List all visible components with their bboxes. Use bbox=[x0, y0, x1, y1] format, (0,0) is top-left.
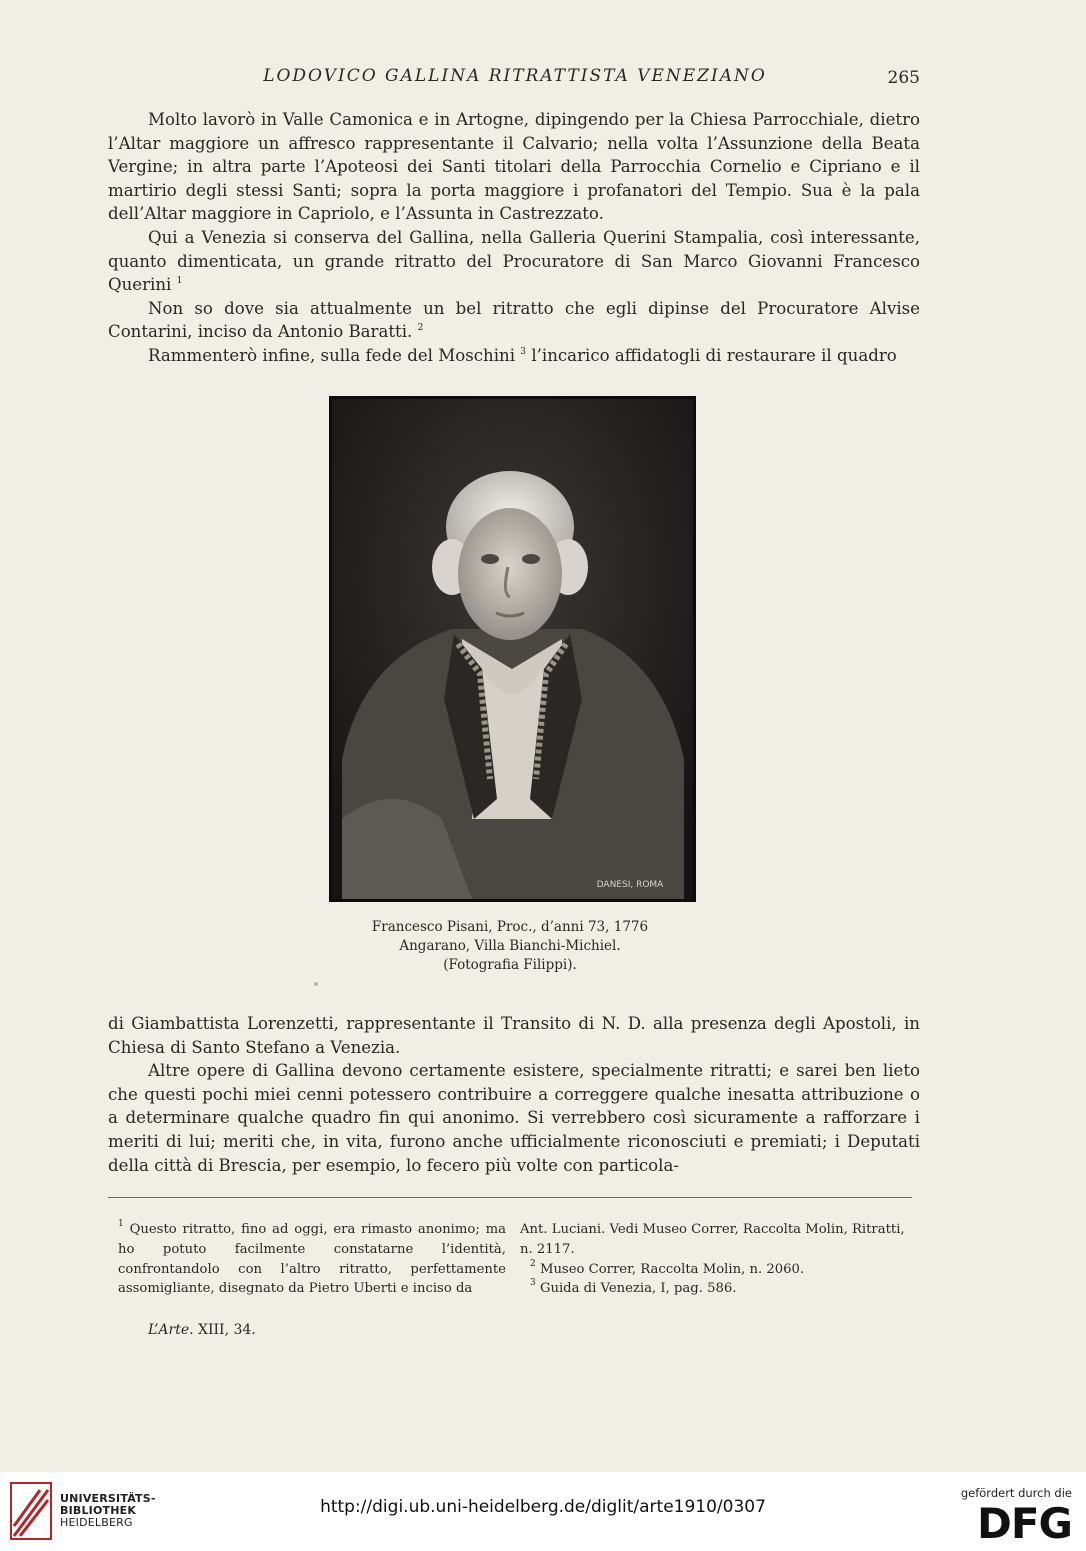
page-number: 265 bbox=[887, 68, 920, 88]
running-title: LODOVICO GALLINA RITRATTISTA VENEZIANO bbox=[263, 66, 767, 86]
portrait-image bbox=[332, 399, 693, 899]
footnote-ref[interactable]: 1 bbox=[176, 276, 183, 287]
figure-caption bbox=[300, 918, 720, 975]
body-text-top bbox=[108, 108, 920, 368]
footnote-ref[interactable]: 3 bbox=[520, 346, 527, 357]
running-head bbox=[110, 66, 920, 92]
footnote-continuation: Ant. Luciani. Vedi Museo Correr, Raccolta Molin, Ritratti, n. 2117. bbox=[520, 1222, 905, 1257]
footnote-column-left bbox=[118, 1220, 506, 1299]
caption-line: Angarano, Villa Bianchi-Michiel. bbox=[399, 938, 621, 954]
signature-mark bbox=[148, 1322, 256, 1338]
caption-line: (Fotografia Filippi). bbox=[443, 957, 577, 973]
paragraph: Altre opere di Gallina devono certamente esistere, specialmente ritratti; e sarei ben lieto che questi pochi miei cenni potessero contribuire a correggere qualche inesatta attribuzione o a determinare qualche quadro fin qui anonimo. Si verrebbero così sicuramente a rafforzare i meriti di lui; meriti che, in vita, furono anche ufficialmente riconosciuti e premiati; i Deputati della città di Brescia, per esempio, lo fecero più volte con particola- bbox=[108, 1061, 920, 1175]
footnote: $^3$ Guida di Venezia, I, pag. 586. bbox=[530, 1278, 737, 1297]
portrait-figure bbox=[329, 396, 696, 902]
paragraph: Rammenterò infine, sulla fede del Moschini $^3$ l’incarico affidatogli di restaurare il quadro bbox=[148, 345, 897, 365]
footnote-ref[interactable]: 2 bbox=[417, 323, 424, 334]
photo-credit: DANESI, ROMA bbox=[596, 880, 664, 890]
paragraph: Non so dove sia attualmente un bel ritratto che egli dipinse del Procuratore Alvise Contarini, inciso da Antonio Baratti. $^2$ bbox=[108, 298, 920, 342]
library-name: UNIVERSITÄTS- BIBLIOTHEK HEIDELBERG bbox=[60, 1492, 156, 1529]
caption-line: Francesco Pisani, Proc., d’anni 73, 1776 bbox=[371, 919, 649, 935]
viewer-footer bbox=[0, 1472, 1086, 1551]
paragraph: Qui a Venezia si conserva del Gallina, nella Galleria Querini Stampalia, così interessante, quanto dimenticata, un grande ritratto del Procuratore di San Marco Giovanni Francesco Querini $^1$ bbox=[108, 227, 920, 295]
paragraph: di Giambattista Lorenzetti, rappresentante il Transito di N. D. alla presenza degli Apostoli, in Chiesa di Santo Stefano a Venezia. bbox=[108, 1014, 920, 1057]
journal-name: L’Arte. bbox=[148, 1322, 194, 1338]
dfg-logo-icon[interactable] bbox=[968, 1503, 1072, 1543]
footnote: $^2$ Museo Correr, Raccolta Molin, n. 2060. bbox=[530, 1258, 805, 1277]
footnote-column-right bbox=[520, 1220, 908, 1299]
svg-text:DFG: DFG bbox=[976, 1503, 1072, 1543]
volume-number: XIII, 34. bbox=[198, 1322, 256, 1338]
paragraph: Molto lavorò in Valle Camonica e in Artogne, dipingendo per la Chiesa Parrocchiale, dietro l’Altar maggiore un affresco rappresentante il Calvario; nella volta l’Assunzione della Beata Vergine; in altra parte l’Apoteosi dei Santi titolari della Parrocchia Cornelio e Cipriano e il martirio degli stessi Santi; sopra la porta maggiore i profanatori del Tempio. Sua è la pala dell’Altar maggiore in Capriolo, e l’Assunta in Castrezzato. bbox=[108, 110, 920, 224]
print-speck bbox=[314, 982, 318, 986]
body-text-bottom bbox=[108, 1012, 920, 1177]
footnote: $^1$ Questo ritratto, fino ad oggi, era rimasto anonimo; ma ho potuto facilmente constatarne l’identità, confrontandolo con l’altro ritratto, perfettamente assomigliante, disegnato da Pietro Uberti e inciso da bbox=[118, 1219, 506, 1297]
permalink-url[interactable]: http://digi.ub.uni-heidelberg.de/diglit/arte1910/0307 bbox=[320, 1497, 766, 1517]
footnote-divider bbox=[108, 1197, 912, 1198]
funding-note: gefördert durch die bbox=[960, 1486, 1072, 1500]
